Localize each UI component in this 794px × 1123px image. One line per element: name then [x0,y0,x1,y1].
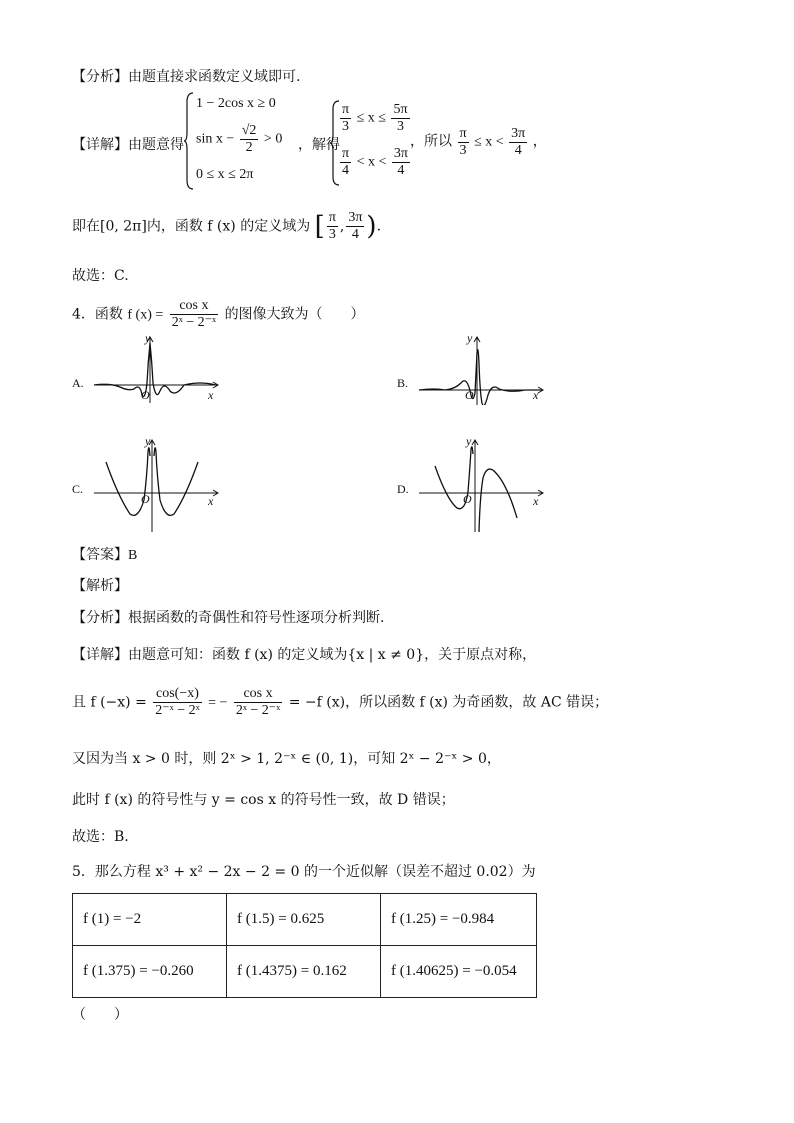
curve-b [419,350,541,405]
q4-analysis [72,608,384,628]
frac-den: 2ˣ − 2⁻ˣ [171,315,217,330]
table-row [73,894,537,946]
system1-line1: 1 − 2cos x ≥ 0 [196,96,276,111]
system1-line3: 0 ≤ x ≤ 2π [196,167,254,182]
odd-post: = −f (x)，所以函数 f (x) 为奇函数，故 AC 错误； [288,694,609,711]
graph-a-origin: O [141,388,150,402]
curve-a [94,343,216,397]
value-table [72,893,537,998]
system1-line2 [196,123,282,156]
stem-pre: 4．函数 [72,306,123,323]
graph-b-x: x [533,388,539,402]
option-b-label: B. [397,376,409,390]
so-end: ， [532,134,547,150]
option-a-label: A. [72,376,84,390]
q4-odd-line [72,686,608,719]
interval-close: ) [366,211,377,242]
frac-num: π [342,146,350,161]
ineq: ≤ x < [474,134,504,150]
curve-c-right [154,448,198,516]
stem-fraction [170,298,218,331]
frac-den: 3 [342,119,350,134]
frac-num: π [328,210,336,225]
graph-d-x: x [533,494,539,508]
odd-eq2: = − [208,695,228,711]
analysis-tag: 【分析】 [72,69,128,85]
frac-pi-3 [327,210,338,243]
analysis-text: 根据函数的奇偶性和符号性逐项分析判断. [128,610,385,626]
table-cell: f (1.5) = 0.625 [227,894,381,946]
frac-num: cos x [170,298,218,315]
system1-brace [184,92,194,190]
domain-end: . [376,218,382,235]
option-d-label: D. [397,482,409,496]
interval-open: [ [314,211,325,242]
answer-tag: 【答案】 [72,547,128,563]
q4-answer [72,545,137,566]
graph-c-x: x [208,494,214,508]
graph-b-y: y [467,331,473,345]
q4-detail [72,645,536,665]
curve-d-right [479,469,517,532]
frac-3pi-4 [346,210,364,243]
frac-num: cos x [234,686,282,703]
sys1-line2-b: > 0 [263,131,283,147]
table-cell: f (1.40625) = −0.054 [381,946,537,998]
graph-c-origin: O [141,492,150,506]
q3-detail-label [72,134,184,154]
detail-tag: 【详解】 [72,647,128,663]
domain-pre: 即在[0, 2π]内，函数 f (x) 的定义域为 [72,218,311,235]
q3-analysis-line [72,67,300,87]
analysis-tag: 【分析】 [72,610,128,626]
frac-5pi-3 [391,102,409,135]
graph-c-y: y [145,434,151,448]
odd-frac-1 [153,686,201,719]
ineq: ≤ x ≤ [356,110,386,126]
frac-num: 3π [393,146,408,161]
q4-stem [72,298,365,331]
so-text: ，所以 [410,134,452,150]
frac-pi-4 [340,146,351,179]
frac-num: 3π [511,126,526,141]
frac-num: π [342,102,350,117]
frac-3pi-4 [509,126,527,159]
stem-post: 的图像大致为（ ） [224,306,365,323]
graph-b-origin: O [465,388,474,402]
table-row [73,946,537,998]
sqrt2-over-2 [240,123,259,156]
graph-a [90,333,225,405]
table-cell: f (1.375) = −0.260 [73,946,227,998]
q4-choice: 故选：B. [72,829,129,845]
frac-den: 4 [342,163,350,178]
answer-value: B [128,548,138,563]
ineq: < x < [356,154,387,170]
frac-3pi-4 [392,146,410,179]
option-c-label: C. [72,482,84,496]
frac-den: 2⁻ˣ − 2ˣ [155,703,200,718]
q5-blank: （ ） [72,1007,128,1023]
frac-pi-3 [458,126,469,159]
frac-num: 3π [348,210,363,225]
frac-den: 4 [351,227,359,242]
frac-num: 5π [393,102,408,117]
table-cell: f (1) = −2 [73,894,227,946]
detail-tag: 【详解】 [72,137,128,153]
detail-text: 由题意可知：函数 f (x) 的定义域为{x | x ≠ 0}，关于原点对称， [128,647,537,663]
frac-den: 3 [459,143,467,158]
detail-text: 由题意得 [128,137,184,153]
q4-explain-tag: 【解析】 [72,578,128,594]
frac-den: 2 [245,140,253,155]
frac-pi-3 [340,102,351,135]
solve-text: ，解得 [298,137,340,153]
q4-sign-line: 又因为当 x > 0 时，则 2ˣ > 1, 2⁻ˣ ∈ (0, 1)，可知 2ˣ − 2⁻ˣ > 0， [72,751,501,767]
frac-den: 4 [397,163,405,178]
stem-f: f (x) = [127,307,164,323]
system2-line1 [338,102,412,135]
graph-d [415,436,550,536]
frac-num: cos(−x) [153,686,201,703]
graph-c [90,436,225,536]
table-cell: f (1.4375) = 0.162 [227,946,381,998]
system2-line2 [338,146,412,179]
frac-num: π [459,126,467,141]
graph-d-origin: O [463,492,472,506]
comma: , [339,218,345,235]
odd-pre: 且 f (−x) = [72,694,147,711]
graph-b [415,333,550,405]
frac-den: 3 [396,119,404,134]
analysis-text: 由题直接求函数定义域即可. [128,69,301,85]
graph-a-y: y [145,331,151,345]
frac-den: 4 [514,143,522,158]
frac-den: 3 [328,227,336,242]
q5-stem: 5．那么方程 x³ + x² − 2x − 2 = 0 的一个近似解（误差不超过 0.02）为 [72,864,536,880]
domain-line [72,210,381,243]
odd-frac-2 [234,686,282,719]
table-cell: f (1.25) = −0.984 [381,894,537,946]
q3-choice: 故选：C. [72,268,129,284]
graph-a-x: x [208,388,214,402]
sys1-line2-a: sin x − [196,131,235,147]
graph-d-y: y [466,434,472,448]
so-line [410,126,547,159]
frac-den: 2ˣ − 2⁻ˣ [235,703,281,718]
frac-num: √2 [241,123,257,138]
q4-same-line: 此时 f (x) 的符号性与 y = cos x 的符号性一致，故 D 错误； [72,792,455,808]
